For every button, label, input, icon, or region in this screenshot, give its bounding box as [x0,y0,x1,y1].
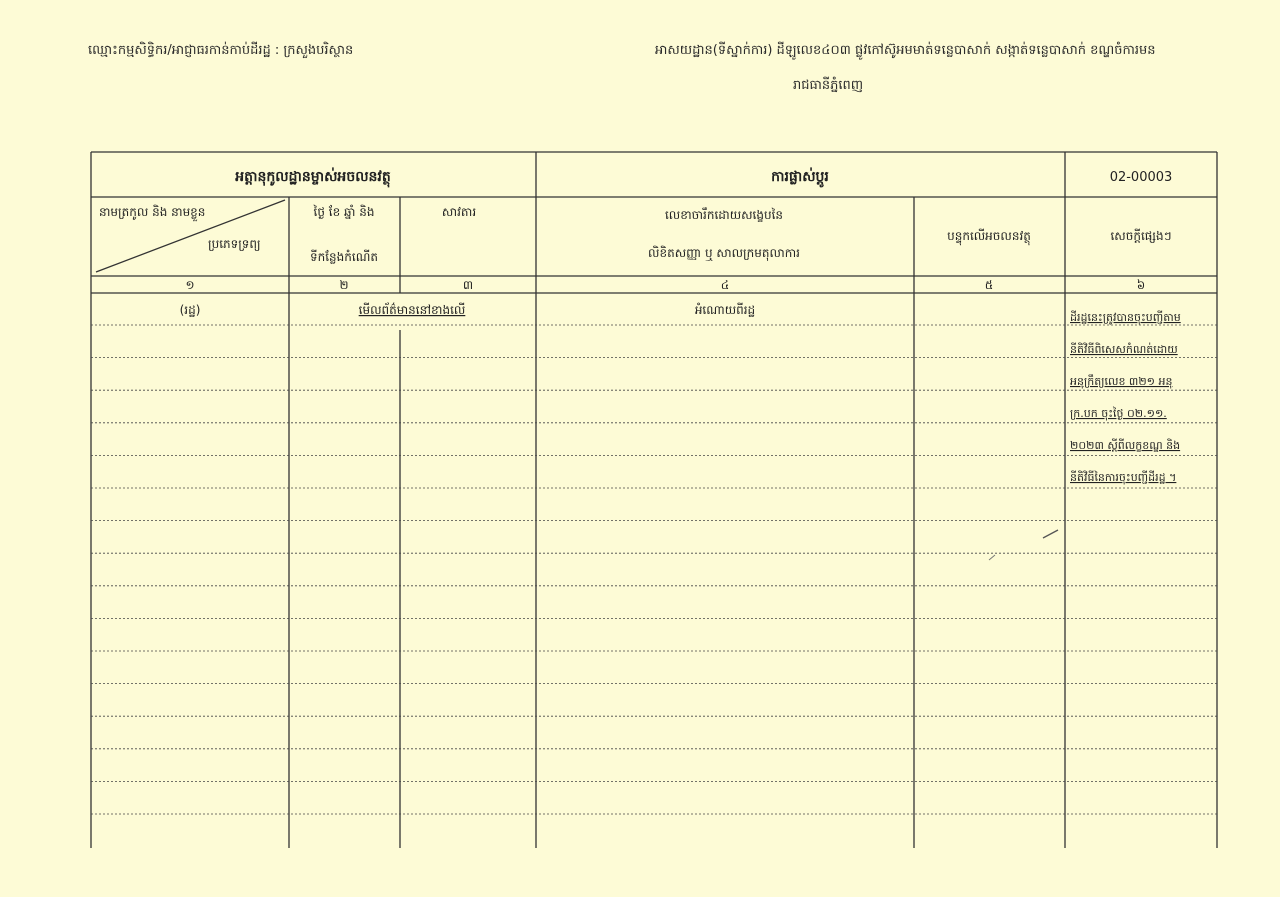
column-number-6: ៦ [1136,278,1146,292]
row1-owner: (រដ្ឋ) [179,303,201,317]
pen-mark [1043,530,1058,538]
document-number: 02-00003 [1109,170,1173,185]
column-number-4: ៤ [720,278,730,292]
column-deed-summary-label: លេខាចារឹកដោយសង្ខេបនៃ [664,208,784,222]
remarks-line: អនុក្រឹត្យលេខ ៣២១ អនុ [1070,375,1173,388]
row1-deed: អំណោយពីរដ្ឋ [694,303,756,317]
column-number-3: ៣ [462,278,474,292]
column-number-2: ២ [339,278,349,292]
owner-authority-label: ឈ្មោះកម្មសិទ្ធិករ/អាជ្ញាធរកាន់កាប់ដីរដ្ឋ : ក្រសួងបរិស្ថាន [88,43,354,58]
column-date-label: ថ្ងៃ ខែ ឆ្នាំ និង [313,205,375,219]
column-encumbrance-label: បន្ទុកលើអចលនវត្ថុ [947,229,1031,243]
column-deed-source-label: លិខិតសញ្ញា ឬ សាលក្រមតុលាការ [648,246,800,260]
remarks-line: ក្រ.បក ចុះថ្ងៃ ០២.១១. [1070,407,1167,420]
column-name-label: នាមត្រកូល និង នាមខ្លួន [99,205,206,219]
address-line-1: អាសយដ្ឋាន(ទីស្នាក់ការ) ដីឡូលេខ៤០៣ ផ្លូវកៅស៊ូអមមាត់ទន្លេបាសាក់ សង្កាត់ទន្លេបាសាក់ ខណ្ឌចំការមន [655,43,1156,58]
column-number-1: ១ [185,278,195,292]
remarks-line: ដីរដ្ឋនេះត្រូវបានចុះបញ្ជីតាម [1070,311,1181,324]
ruled-rows [91,325,1217,814]
address-line-2: រាជធានីភ្នំពេញ [793,78,864,93]
remarks-line: ២០២៣ ស្តីពីលក្ខខណ្ឌ និង [1070,439,1181,452]
column-background-label: សាវតារ [441,205,477,219]
column-property-type-label: ប្រភេទទ្រព្យ [208,237,261,251]
transfer-header: ការផ្លាស់ប្តូរ [771,169,829,185]
pen-mark [989,555,995,560]
remarks-line: នីតិវិធីពិសេសកំណត់ដោយ [1070,343,1178,356]
column-birthplace-label: ទីកន្លែងកំណើត [310,250,378,264]
column-number-5: ៥ [984,278,994,292]
remarks-line: នីតិវិធីនៃការចុះបញ្ជីដីរដ្ឋ ។ [1070,471,1177,484]
owner-info-header: អត្តានុកូលដ្ឋានម្ចាស់អចលនវត្ថុ [235,169,391,185]
column-remarks-label: សេចក្តីផ្សេងៗ [1110,229,1172,243]
row1-see-above: មើលព័ត៌មាននៅខាងលើ [358,303,466,317]
